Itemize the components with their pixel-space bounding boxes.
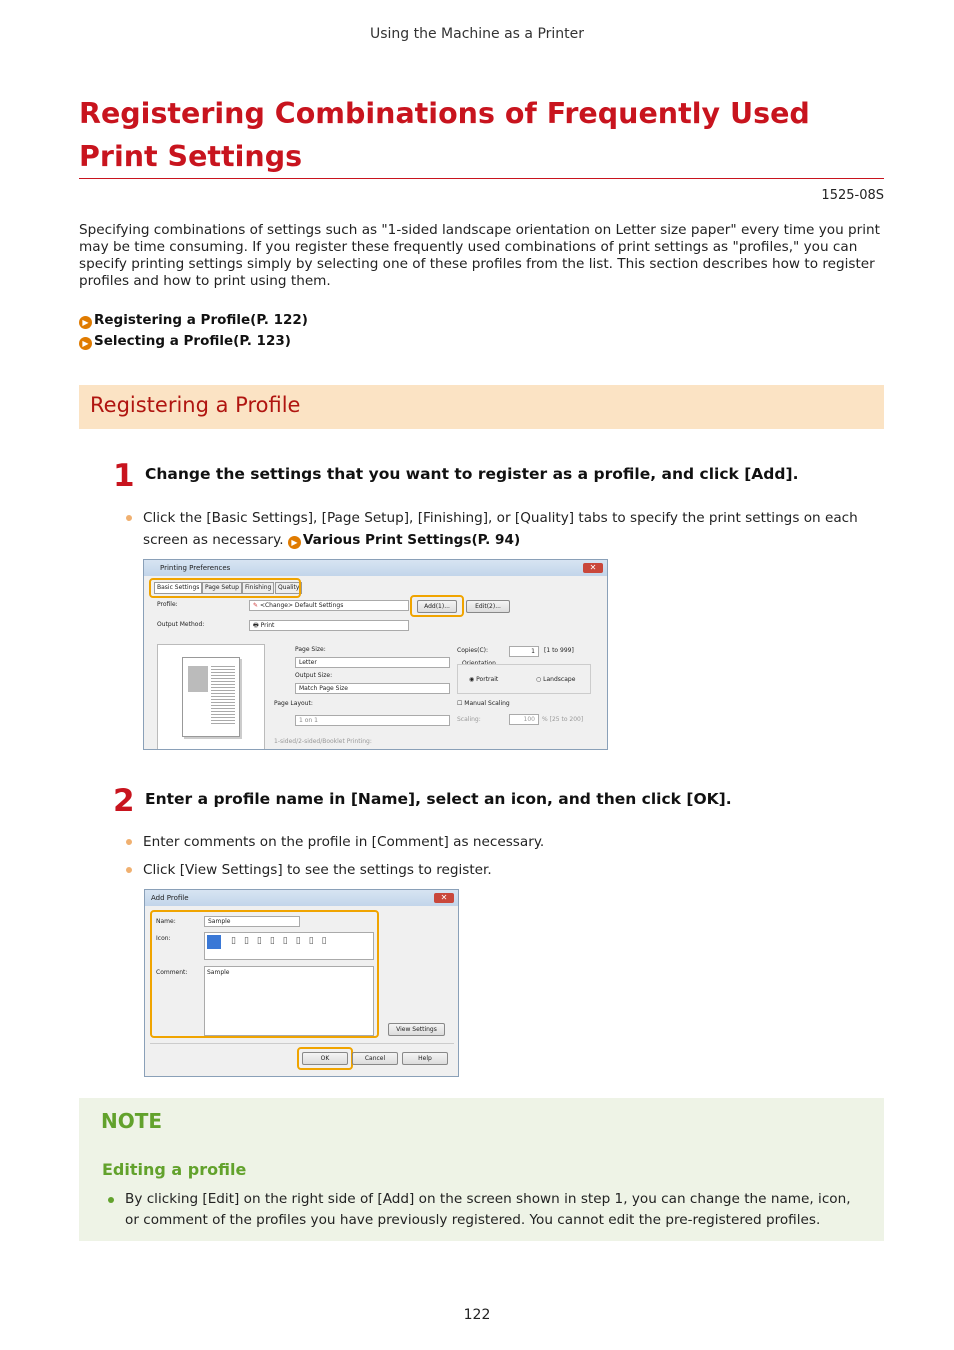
copies-input: 1 (509, 646, 539, 657)
view-settings-button: View Settings (388, 1023, 445, 1036)
link-label: Selecting a Profile(P. 123) (94, 333, 291, 349)
copies-range: [1 to 999] (544, 647, 574, 654)
arrow-icon: ▶ (79, 337, 92, 350)
bullet-icon (108, 1197, 114, 1203)
intro-paragraph: Specifying combinations of settings such as "1-sided landscape orientation on Letter size paper" every time you print may be time consuming. If you register these frequently used combinations of print settings as "profiles," you can specify printing settings simply by selecting one of these profiles from the list. This section describes how to register profiles and how to print using them. (79, 222, 880, 289)
tabs-highlight (149, 578, 301, 598)
page-layout-select: 1 on 1 (295, 715, 450, 726)
bullet-icon (126, 839, 132, 845)
tab-quality: Quality (275, 582, 302, 594)
profile-label: Profile: (157, 601, 178, 608)
note-list-item (108, 1189, 868, 1231)
page-layout-label: Page Layout: (274, 700, 313, 707)
page-number: 122 (463, 1307, 491, 1323)
output-size-select: Match Page Size (295, 683, 450, 694)
bullet-text: Click the [Basic Settings], [Page Setup], [Finishing], or [Quality] tabs to specify the print settings on each screen as necessary. (143, 510, 858, 548)
cancel-button: Cancel (352, 1052, 398, 1065)
landscape-option: ○ Landscape (536, 676, 576, 683)
list-item (126, 859, 866, 881)
bullet-icon (126, 867, 132, 873)
tab-basic-settings: Basic Settings (154, 582, 202, 594)
icon-picker (204, 932, 374, 960)
icon-label: Icon: (156, 935, 171, 942)
scaling-label: Scaling: (457, 716, 481, 723)
note-title: NOTE (101, 1109, 163, 1133)
divider (150, 1043, 454, 1044)
tab-page-setup: Page Setup (202, 582, 242, 594)
link-label: Registering a Profile(P. 122) (94, 312, 308, 328)
manual-scaling-checkbox: ☐ Manual Scaling (457, 700, 510, 707)
page-size-select: Letter (295, 657, 450, 668)
document-id: 1525-08S (821, 188, 884, 203)
edit-button: Edit(2)... (466, 600, 510, 613)
page-title: Registering Combinations of Frequently Used Print Settings (79, 97, 810, 173)
step-number: 2 (113, 783, 135, 819)
close-icon: ✕ (583, 563, 603, 573)
section-title: Registering a Profile (90, 393, 301, 417)
page-preview (182, 657, 240, 737)
add-highlight (410, 595, 464, 617)
note-text: By clicking [Edit] on the right side of [Add] on the screen shown in step 1, you can change the name, icon, or comment of the profiles you have previously registered. You cannot edit the pre-registered profiles. (125, 1191, 851, 1228)
portrait-option: ◉ Portrait (469, 676, 499, 683)
link-selecting-profile[interactable] (79, 333, 291, 350)
window-title: Printing Preferences (160, 564, 231, 572)
step-number: 1 (113, 458, 135, 494)
output-method-select: 🖶 Print (249, 620, 409, 631)
title-rule (79, 178, 884, 179)
add-profile-screenshot (144, 889, 459, 1077)
list-item (126, 507, 866, 551)
comment-textarea: Sample (204, 966, 374, 1036)
comment-label: Comment: (156, 969, 188, 976)
running-header: Using the Machine as a Printer (369, 26, 585, 42)
add-button: Add(1)... (417, 600, 457, 613)
scaling-range: % [25 to 200] (542, 716, 584, 723)
tab-finishing: Finishing (242, 582, 274, 594)
link-label: Various Print Settings(P. 94) (302, 532, 521, 548)
printing-label: 1-sided/2-sided/Booklet Printing: (274, 738, 372, 745)
bullet-text: Click [View Settings] to see the settings to register. (143, 862, 492, 878)
icon-options: ▯▯▯▯▯▯▯▯ (231, 936, 335, 946)
arrow-icon: ▶ (288, 536, 301, 549)
close-icon: ✕ (434, 893, 454, 903)
scaling-input: 100 (509, 714, 539, 725)
copies-label: Copies(C): (457, 647, 489, 654)
orientation-label: Orientation (462, 660, 496, 667)
list-item (126, 831, 866, 853)
ok-highlight (297, 1047, 353, 1070)
page-size-label: Page Size: (295, 646, 326, 653)
preview-panel (157, 644, 265, 750)
link-registering-profile[interactable] (79, 312, 308, 329)
cross-reference-link[interactable] (288, 532, 520, 548)
help-button: Help (402, 1052, 448, 1065)
arrow-icon: ▶ (79, 316, 92, 329)
step-text: Enter a profile name in [Name], select an icon, and then click [OK]. (145, 790, 732, 808)
window-titlebar (144, 560, 607, 576)
window-title: Add Profile (151, 894, 189, 902)
ok-button: OK (302, 1052, 348, 1065)
step-text: Change the settings that you want to register as a profile, and click [Add]. (145, 465, 799, 483)
name-label: Name: (156, 918, 176, 925)
window-titlebar (145, 890, 458, 906)
profile-select: ✎ <Change> Default Settings (249, 600, 409, 611)
bullet-icon (126, 515, 132, 521)
output-size-label: Output Size: (295, 672, 333, 679)
note-subtitle: Editing a profile (102, 1160, 247, 1179)
output-method-label: Output Method: (157, 621, 205, 628)
icon-option-selected (207, 935, 221, 949)
bullet-text: Enter comments on the profile in [Comment] as necessary. (143, 834, 545, 850)
printing-preferences-screenshot (143, 559, 608, 750)
name-input: Sample (204, 916, 300, 927)
